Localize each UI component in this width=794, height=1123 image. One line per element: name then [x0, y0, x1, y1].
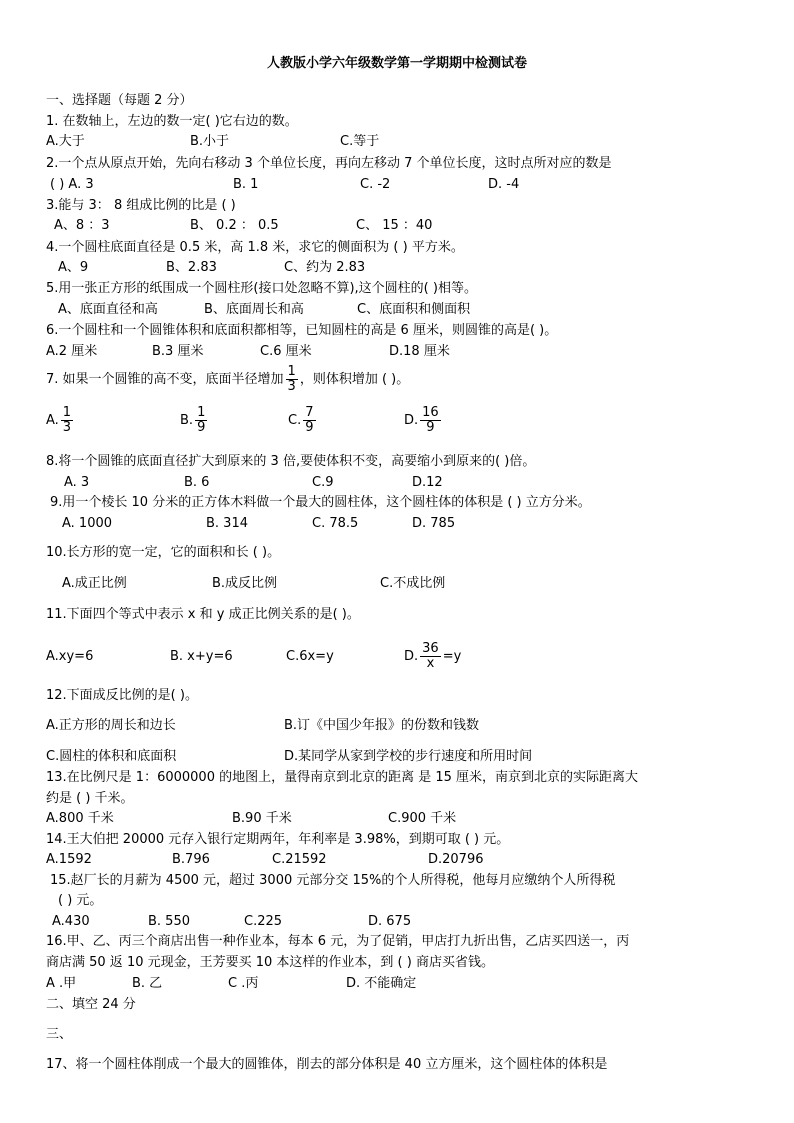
q6-option-c: C.6 厘米: [260, 344, 312, 359]
section-heading-choice: 一、选择题（每题 2 分）: [46, 93, 193, 108]
question-11: 11.下面四个等式中表示 x 和 y 成正比例关系的是( )。: [46, 607, 360, 622]
question-4: 4.一个圆柱底面直径是 0.5 米，高 1.8 米，求它的侧面积为 ( ) 平方米。: [46, 240, 464, 255]
q11-option-a: A.xy=6: [46, 649, 94, 664]
q7-stem-suffix: ，则体积增加 ( )。: [299, 372, 410, 387]
q7-option-d-label: D.: [404, 413, 419, 428]
question-3: 3.能与 3： 8 组成比例的比是 ( ): [46, 198, 236, 213]
q14-option-a: A.1592: [46, 852, 92, 867]
q16-option-a: A .甲: [46, 976, 77, 991]
q3-option-b: B、 0.2 ： 0.5: [190, 218, 279, 233]
question-12: 12.下面成反比例的是( )。: [46, 688, 198, 703]
question-1: 1. 在数轴上，左边的数一定( )它右边的数。: [46, 114, 298, 129]
q7-option-c-den: 9: [305, 420, 314, 435]
q11-option-b: B. x+y=6: [170, 649, 233, 664]
q8-option-b: B. 6: [184, 475, 210, 490]
q5-option-a: A、底面直径和高: [58, 302, 158, 317]
q10-option-a: A.成正比例: [62, 576, 127, 591]
q7-option-c-num: 7: [305, 405, 314, 420]
q11-option-d-suffix: =y: [442, 649, 462, 664]
q12-option-c: C.圆柱的体积和底面积: [46, 749, 177, 764]
q5-option-b: B、底面周长和高: [204, 302, 304, 317]
q4-option-b: B、2.83: [166, 260, 217, 275]
q11-option-d-label: D.: [404, 649, 419, 664]
q13-option-c: C.900 千米: [388, 811, 457, 826]
q5-option-c: C、底面积和侧面积: [357, 302, 471, 317]
q2-option-a: ( ) A. 3: [50, 177, 94, 192]
q8-option-c: C.9: [312, 475, 334, 490]
q7-option-b-num: 1: [197, 405, 206, 420]
q14-option-b: B.796: [172, 852, 210, 867]
question-7: [46, 362, 409, 398]
q2-option-b: B. 1: [233, 177, 259, 192]
question-13: 13.在比例尺是 1：6000000 的地图上，量得南京到北京的距离 是 15 厘米，南京到北京的实际距离大: [46, 770, 639, 785]
q7-option-a-num: 1: [62, 405, 72, 420]
q12-option-a: A.正方形的周长和边长: [46, 718, 176, 733]
q1-option-a: A.大于: [46, 134, 85, 149]
q7-option-a: [46, 403, 75, 439]
q2-option-c: C. -2: [360, 177, 391, 192]
q16-option-d: D. 不能确定: [346, 976, 417, 991]
question-17: 17、将一个圆柱体削成一个最大的圆锥体，削去的部分体积是 40 立方厘米，这个圆柱体的体积是: [46, 1057, 608, 1072]
question-5: 5.用一张正方形的纸围成一个圆柱形(接口处忽略不算),这个圆柱的( )相等。: [46, 281, 477, 296]
q14-option-d: D.20796: [428, 852, 484, 867]
q2-option-d: D. -4: [488, 177, 520, 192]
question-15-line2: ( ) 元。: [58, 893, 103, 908]
q9-option-a: A. 1000: [62, 516, 113, 531]
q7-stem-prefix: 7. 如果一个圆锥的高不变，底面半径增加: [46, 372, 284, 387]
question-15: 15.赵厂长的月薪为 4500 元，超过 3000 元部分交 15%的个人所得税，他每月应缴纳个人所得税: [50, 873, 616, 888]
q7-option-d: [404, 403, 443, 439]
q15-option-d: D. 675: [368, 914, 412, 929]
q7-option-c: [288, 403, 318, 439]
q9-option-c: C. 78.5: [312, 516, 359, 531]
q7-option-b-den: 9: [197, 420, 206, 435]
q8-option-a: A. 3: [64, 475, 90, 490]
question-10: 10.长方形的宽一定，它的面积和长 ( )。: [46, 545, 281, 560]
q7-option-d-den: 9: [426, 420, 435, 435]
q7-option-b: [180, 403, 209, 439]
question-2: 2.一个点从原点开始，先向右移动 3 个单位长度，再向左移动 7 个单位长度，这时点所对应的数是: [46, 156, 612, 171]
q1-option-c: C.等于: [340, 134, 380, 149]
page-title: 人教版小学六年级数学第一学期期中检测试卷: [266, 56, 527, 71]
q11-option-c: C.6x=y: [286, 649, 334, 664]
q4-option-a: A、9: [58, 260, 89, 275]
q7-option-a-label: A.: [46, 413, 59, 428]
q16-option-c: C .丙: [228, 976, 259, 991]
q9-option-d: D. 785: [412, 516, 456, 531]
q7-option-d-num: 16: [422, 405, 439, 420]
q12-option-d: D.某同学从家到学校的步行速度和所用时间: [284, 749, 533, 764]
q8-option-d: D.12: [412, 475, 443, 490]
question-16-line2: 商店满 50 返 10 元现金，王芳要买 10 本这样的作业本，到 ( ) 商店买省钱。: [46, 955, 494, 970]
q6-option-a: A.2 厘米: [46, 344, 98, 359]
q11-option-d-fraction: [420, 642, 441, 671]
q16-option-b: B. 乙: [132, 976, 163, 991]
question-8: 8.将一个圆锥的底面直径扩大到原来的 3 倍,要使体积不变，高要缩小到原来的( )倍。: [46, 454, 536, 469]
q7-option-b-fraction: [195, 406, 207, 435]
q11-option-d-num: 36: [422, 641, 439, 656]
q13-option-b: B.90 千米: [232, 811, 292, 826]
question-6: 6.一个圆柱和一个圆锥体积和底面积都相等，已知圆柱的高是 6 厘米，则圆锥的高是( )。: [46, 323, 558, 338]
q12-option-b: B.订《中国少年报》的份数和钱数: [284, 718, 480, 733]
q1-option-b: B.小于: [190, 134, 230, 149]
q7-option-c-label: C.: [288, 413, 302, 428]
question-13-line2: 约是 ( ) 千米。: [46, 791, 134, 806]
q15-option-b: B. 550: [148, 914, 190, 929]
q7-frac-denominator: 3: [287, 379, 296, 394]
q11-option-d-den: x: [426, 656, 435, 671]
q7-option-d-fraction: [420, 406, 441, 435]
q7-frac-numerator: 1: [287, 364, 296, 379]
q15-option-c: C.225: [244, 914, 283, 929]
section-heading-fill: 二、填空 24 分: [46, 997, 136, 1012]
q10-option-b: B.成反比例: [212, 576, 278, 591]
q7-stem-fraction: [286, 365, 298, 394]
q9-option-b: B. 314: [206, 516, 248, 531]
q11-option-d: [404, 639, 461, 675]
q6-option-b: B.3 厘米: [152, 344, 204, 359]
q7-option-b-label: B.: [180, 413, 194, 428]
q13-option-a: A.800 千米: [46, 811, 114, 826]
question-9: 9.用一个棱长 10 分米的正方体木料做一个最大的圆柱体，这个圆柱体的体积是 ( ) 立方分米。: [50, 495, 591, 510]
q7-option-a-fraction: [61, 406, 73, 435]
q10-option-c: C.不成比例: [380, 576, 446, 591]
question-16: 16.甲、乙、丙三个商店出售一种作业本，每本 6 元，为了促销，甲店打九折出售，乙店买四送一，丙: [46, 934, 630, 949]
q14-option-c: C.21592: [272, 852, 327, 867]
section-heading-three: 三、: [46, 1027, 73, 1042]
q7-option-a-den: 3: [62, 420, 72, 435]
question-14: 14.王大伯把 20000 元存入银行定期两年，年利率是 3.98%，到期可取 ( ) 元。: [46, 832, 510, 847]
q3-option-c: C、 15 ：40: [356, 218, 433, 233]
q15-option-a: A.430: [52, 914, 90, 929]
q7-option-c-fraction: [303, 406, 315, 435]
q3-option-a: A、8 ：3: [54, 218, 110, 233]
q4-option-c: C、约为 2.83: [284, 260, 366, 275]
q6-option-d: D.18 厘米: [389, 344, 450, 359]
